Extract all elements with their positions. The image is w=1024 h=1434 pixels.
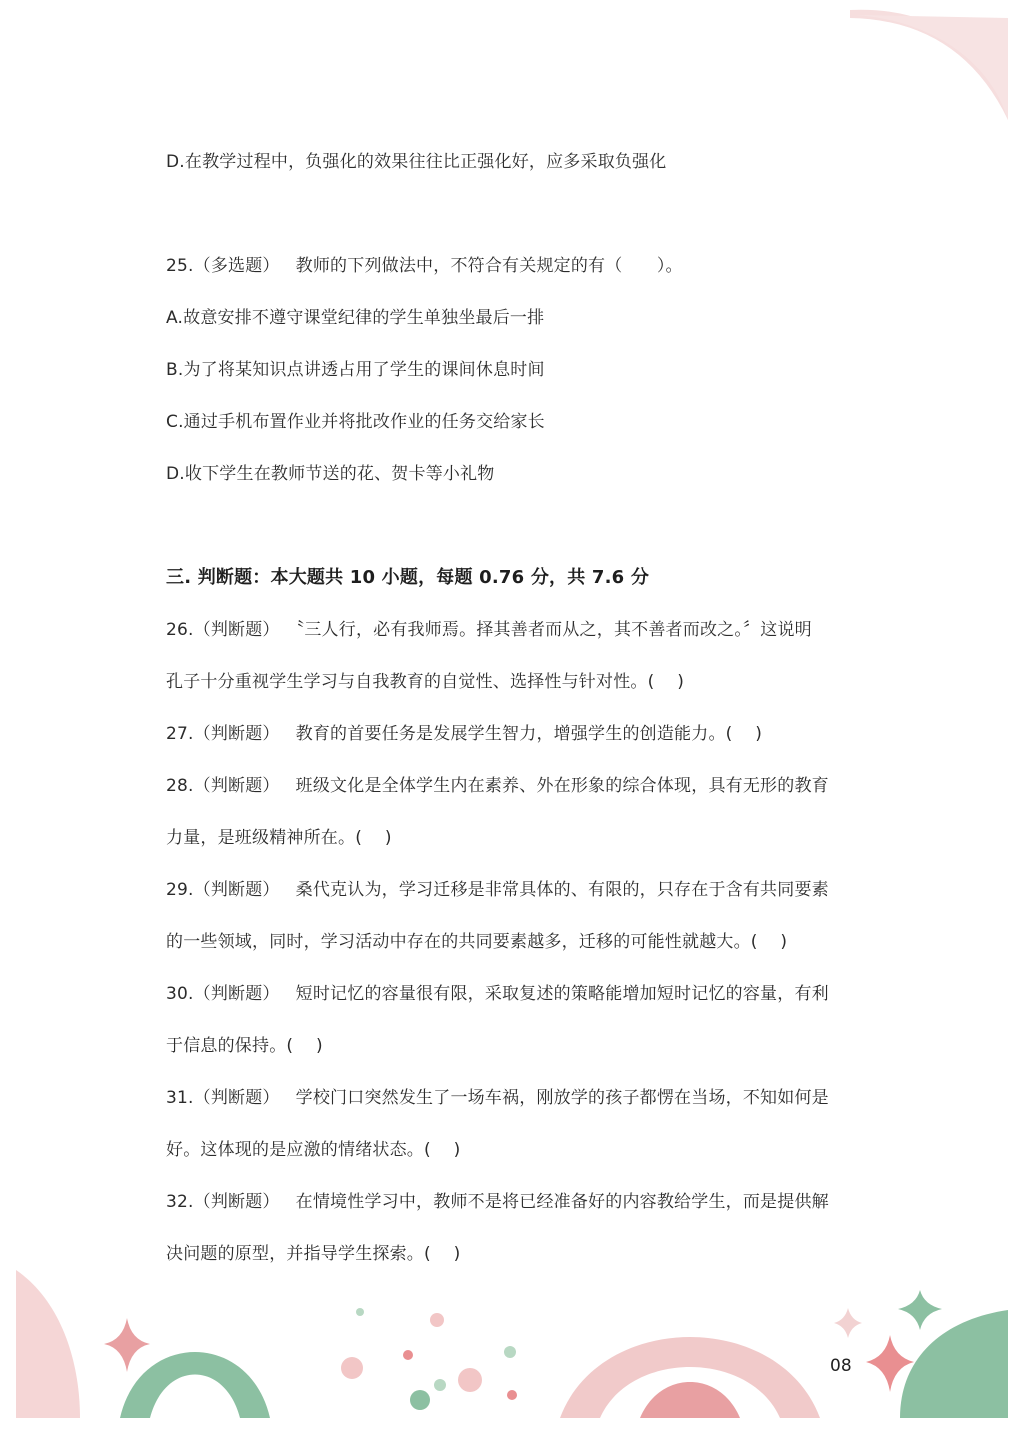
question-text: 教师的下列做法中，不符合有关规定的有（ ）。: [295, 256, 683, 276]
green-arch-left: [120, 1352, 270, 1418]
q25-option-b: B.为了将某知识点讲透占用了学生的课间休息时间: [166, 360, 545, 380]
sparkle-icon: [898, 1290, 942, 1330]
sparkle-icon: [104, 1318, 150, 1372]
question-text: 〝三人行，必有我师焉。择其善者而从之，其不善者而改之。〞这说明: [295, 620, 812, 640]
dot: [430, 1313, 444, 1327]
q25-option-c: C.通过手机布置作业并将批改作业的任务交给家长: [166, 412, 545, 432]
question-number: 27.（判断题）: [166, 724, 280, 744]
question-number: 32.（判断题）: [166, 1192, 280, 1212]
question-number: 25.（多选题）: [166, 256, 280, 276]
pink-rainbow-inner: [640, 1382, 740, 1418]
q27-line1: [166, 722, 762, 746]
top-right-arc: [855, 15, 1008, 120]
question-text: 班级文化是全体学生内在素养、外在形象的综合体现，具有无形的教育: [295, 776, 829, 796]
q30-line2: 于信息的保持。( ): [166, 1036, 323, 1056]
q25-stem: [166, 254, 683, 278]
green-shape-right: [900, 1310, 1008, 1418]
dot: [434, 1379, 446, 1391]
question-number: 26.（判断题）: [166, 620, 280, 640]
bottom-left-arc: [16, 1270, 80, 1418]
question-number: 31.（判断题）: [166, 1088, 280, 1108]
q25-option-a: A.故意安排不遵守课堂纪律的学生单独坐最后一排: [166, 308, 545, 328]
q24-option-d: D.在教学过程中，负强化的效果往往比正强化好，应多采取负强化: [166, 152, 667, 172]
q25-option-d: D.收下学生在教师节送的花、贺卡等小礼物: [166, 464, 495, 484]
question-number: 29.（判断题）: [166, 880, 280, 900]
q29-line2: 的一些领域，同时，学习活动中存在的共同要素越多，迁移的可能性就越大。( ): [166, 932, 788, 952]
q26-line1: [166, 618, 812, 642]
dot: [504, 1346, 516, 1358]
q32-line2: 决问题的原型，并指导学生探索。( ): [166, 1244, 461, 1264]
q28-line2: 力量，是班级精神所在。( ): [166, 828, 392, 848]
q29-line1: [166, 878, 829, 902]
question-text: 短时记忆的容量很有限，采取复述的策略能增加短时记忆的容量，有利: [295, 984, 829, 1004]
question-number: 30.（判断题）: [166, 984, 280, 1004]
sparkle-icon: [834, 1308, 862, 1338]
question-number: 28.（判断题）: [166, 776, 280, 796]
question-text: 学校门口突然发生了一场车祸，刚放学的孩子都愣在当场，不知如何是: [295, 1088, 829, 1108]
q28-line1: [166, 774, 829, 798]
q32-line1: [166, 1190, 829, 1214]
dot: [458, 1368, 482, 1392]
dot: [507, 1390, 517, 1400]
question-text: 桑代克认为，学习迁移是非常具体的、有限的，只存在于含有共同要素: [295, 880, 829, 900]
dot: [341, 1357, 363, 1379]
section-heading: 三. 判断题：本大题共 10 小题，每题 0.76 分，共 7.6 分: [166, 567, 650, 588]
page-number: 08: [830, 1356, 852, 1376]
q31-line1: [166, 1086, 829, 1110]
dot: [403, 1350, 413, 1360]
q31-line2: 好。这体现的是应激的情绪状态。( ): [166, 1140, 461, 1160]
q26-line2: 孔子十分重视学生学习与自我教育的自觉性、选择性与针对性。( ): [166, 672, 685, 692]
dot: [356, 1308, 364, 1316]
q30-line1: [166, 982, 829, 1006]
question-text: 在情境性学习中，教师不是将已经准备好的内容教给学生，而是提供解: [295, 1192, 829, 1212]
question-text: 教育的首要任务是发展学生智力，增强学生的创造能力。( ): [295, 724, 763, 744]
dot: [410, 1390, 430, 1410]
